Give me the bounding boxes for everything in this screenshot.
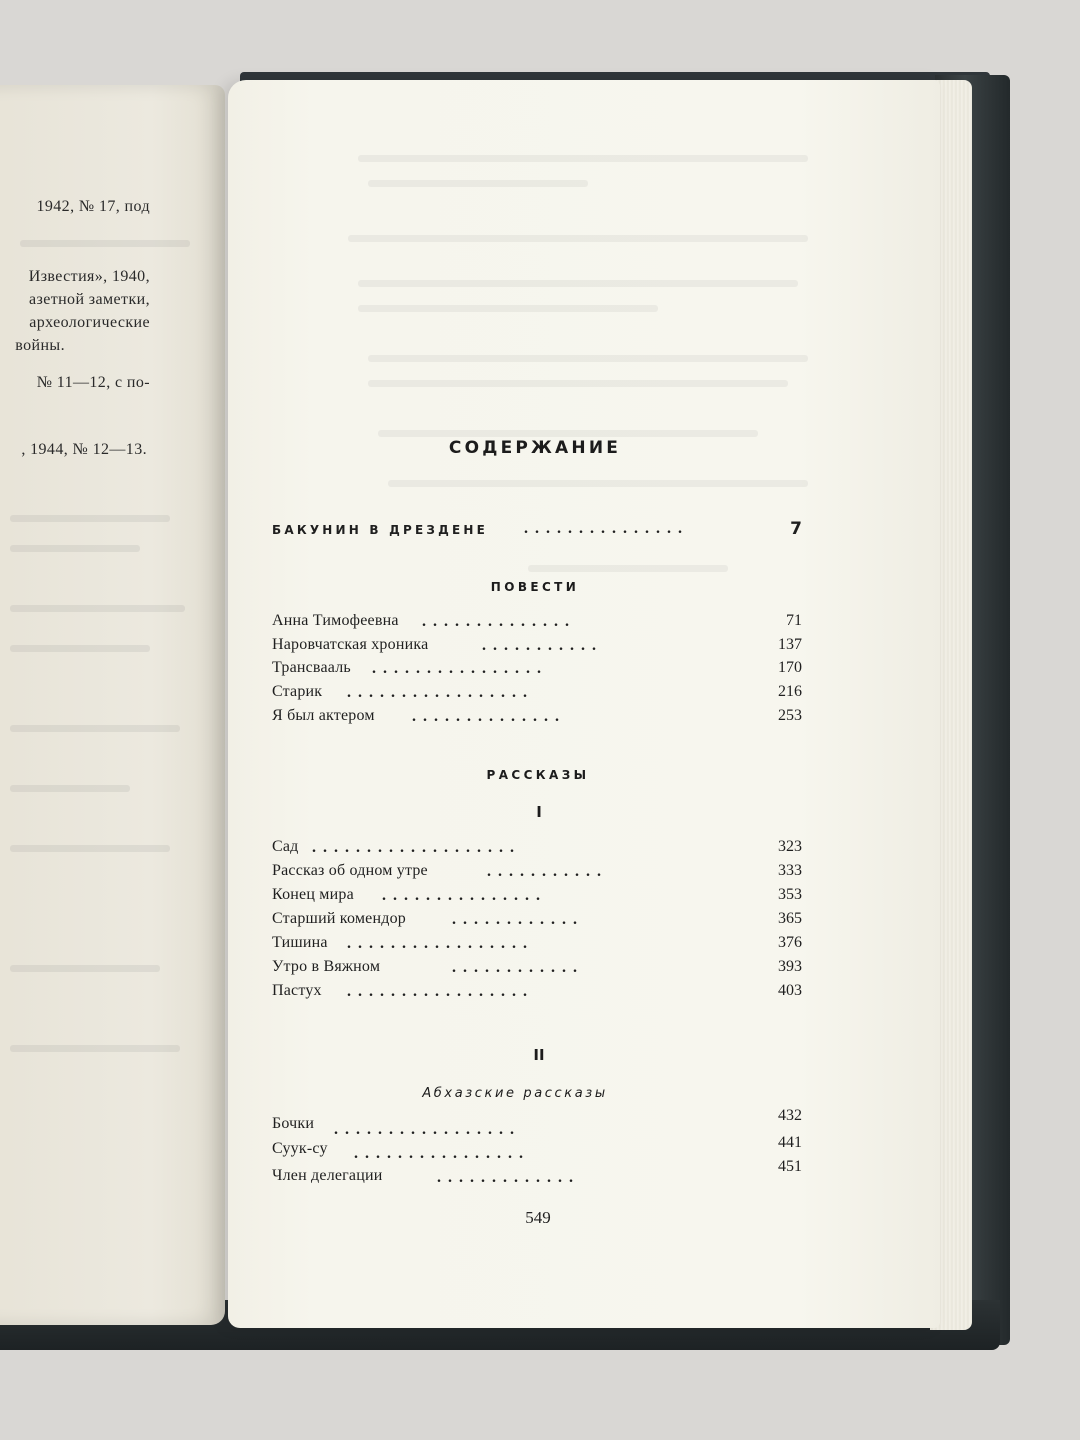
toc-entry-title: БАКУНИН В ДРЕЗДЕНЕ xyxy=(272,523,489,537)
toc-entry-page: 353 xyxy=(778,886,802,903)
toc-entry-title: Трансвааль xyxy=(272,659,351,676)
toc-entry-page: 137 xyxy=(778,636,802,653)
part-numeral-one: I xyxy=(536,803,542,821)
leader-dots: ................. xyxy=(334,1121,521,1138)
toc-entry xyxy=(272,1107,802,1139)
leader-dots: ................... xyxy=(312,839,521,856)
toc-entry-title: Конец мира xyxy=(272,886,354,903)
toc-entry xyxy=(272,659,802,683)
leader-dots: .............. xyxy=(412,708,566,725)
toc-entry xyxy=(272,1134,802,1164)
leader-dots: .............. xyxy=(422,613,576,630)
toc-entry-title: Суук-су xyxy=(272,1140,328,1157)
section-heading-povesti: ПОВЕСТИ xyxy=(490,580,580,594)
toc-entry xyxy=(272,982,802,1006)
page-number: 549 xyxy=(525,1208,551,1227)
toc-entry-page: 323 xyxy=(778,838,802,855)
toc-entry-page: 216 xyxy=(778,683,802,700)
toc-entry-title: Рассказ об одном утре xyxy=(272,862,428,879)
toc-entry xyxy=(272,612,802,636)
toc-entry-title: Пастух xyxy=(272,982,322,999)
toc-entry xyxy=(272,934,802,958)
toc-entry xyxy=(272,862,802,886)
toc-entry-main xyxy=(272,519,802,543)
toc-entry-page: 253 xyxy=(778,707,802,724)
toc-entry xyxy=(272,910,802,934)
leader-dots: ................ xyxy=(354,1145,530,1162)
left-page-line: азетной заметки, xyxy=(28,291,150,308)
toc-entry-page: 71 xyxy=(786,612,802,629)
toc-entry-page: 432 xyxy=(778,1107,802,1124)
toc-entry xyxy=(272,1158,802,1191)
toc-entry-page: 376 xyxy=(778,934,802,951)
toc-entry-title: Утро в Вяжном xyxy=(272,958,381,975)
toc-entry-title: Наровчатская хроника xyxy=(272,636,429,653)
leader-dots: ................. xyxy=(347,935,534,952)
left-page-line: № 11—12, с по- xyxy=(36,374,150,391)
toc-entry-title: Член делегации xyxy=(272,1167,383,1184)
leader-dots: ............ xyxy=(452,959,584,976)
toc-entry-page: 393 xyxy=(778,958,802,975)
left-page-line: 1942, № 17, под xyxy=(36,198,150,215)
subsection-heading-abkhaz: Абхазские рассказы xyxy=(422,1086,608,1101)
leader-dots: ........... xyxy=(487,863,608,880)
left-page xyxy=(0,85,225,1325)
leader-dots: ................. xyxy=(347,684,534,701)
leader-dots: ............. xyxy=(437,1169,580,1186)
leader-dots: ................. xyxy=(347,983,534,1000)
toc-entry-page: 365 xyxy=(778,910,802,927)
toc-entry-title: Бочки xyxy=(272,1115,315,1132)
toc-entry xyxy=(272,707,802,731)
left-page-line: , 1944, № 12—13. xyxy=(21,441,147,458)
left-page-line: войны. xyxy=(15,337,65,354)
toc-entry xyxy=(272,683,802,707)
leader-dots: ........... xyxy=(482,637,603,654)
toc-entry-page: 441 xyxy=(778,1134,802,1151)
toc-entry-page: 170 xyxy=(778,659,802,676)
left-page-line: археологические xyxy=(29,314,150,331)
leader-dots: ................ xyxy=(372,660,548,677)
toc-entry xyxy=(272,838,802,862)
toc-entry xyxy=(272,636,802,660)
left-page-line: Известия», 1940, xyxy=(28,268,150,285)
toc-entry xyxy=(272,958,802,982)
toc-entry-page: 7 xyxy=(790,519,802,539)
toc-entry-title: Старший комендор xyxy=(272,910,406,927)
toc-entry-title: Тишина xyxy=(272,934,328,951)
toc-entry-title: Я был актером xyxy=(272,707,375,724)
toc-title: СОДЕРЖАНИЕ xyxy=(448,438,622,458)
toc-entry xyxy=(272,886,802,910)
toc-entry-page: 451 xyxy=(778,1158,802,1175)
toc-entry-page: 403 xyxy=(778,982,802,999)
part-numeral-two: II xyxy=(533,1046,545,1064)
toc-entry-title: Анна Тимофеевна xyxy=(272,612,399,629)
section-heading-rasskazy: РАССКАЗЫ xyxy=(486,768,590,782)
toc-entry-title: Старик xyxy=(272,683,323,700)
leader-dots: ............... xyxy=(524,520,689,537)
leader-dots: ............ xyxy=(452,911,584,928)
toc-entry-page: 333 xyxy=(778,862,802,879)
leader-dots: ............... xyxy=(382,887,547,904)
toc-entry-title: Сад xyxy=(272,838,299,855)
